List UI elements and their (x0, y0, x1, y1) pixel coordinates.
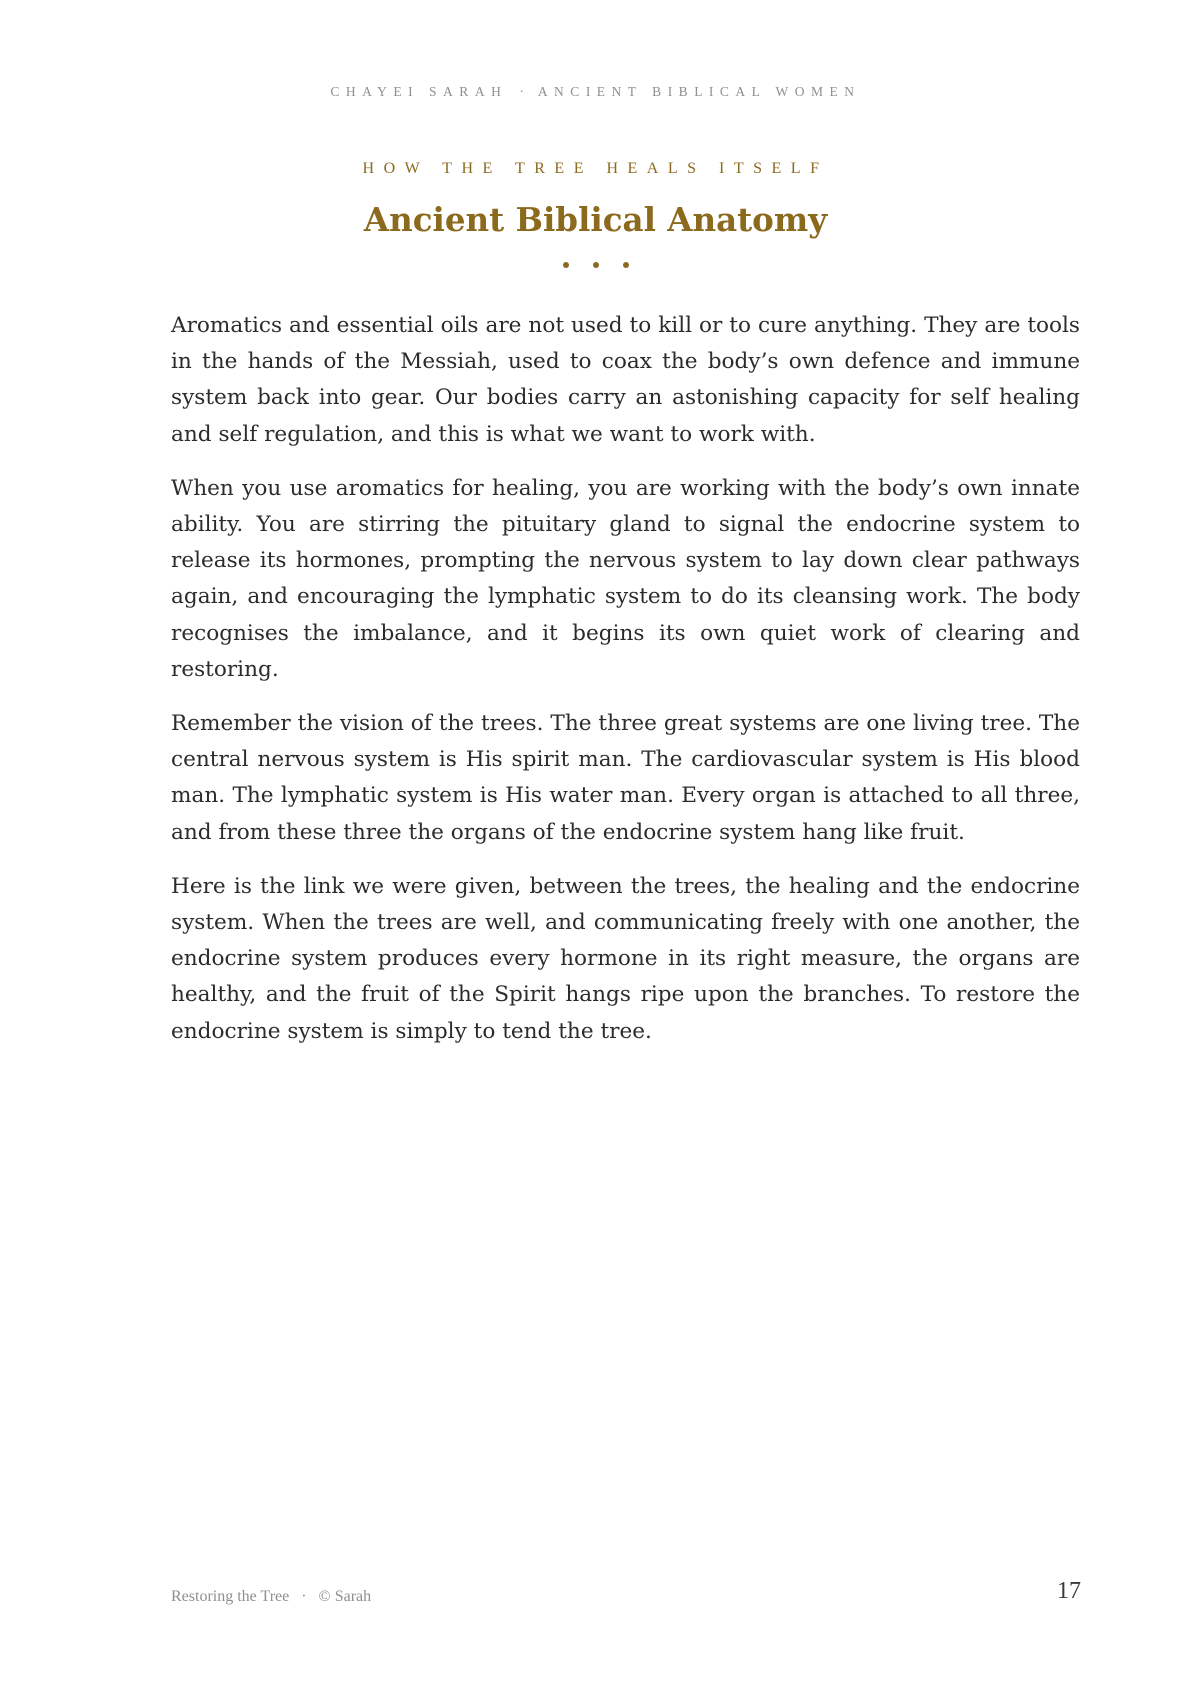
paragraph: Here is the link we were given, between the trees, the healing and the endocrine system. When the trees are well, and communicating freely with one another, the endocrine system produces every hormone in its right measure, the organs are healthy, and the fruit of the Spirit hangs ripe upon the branches. To restore the endocrine system is simply to tend the tree. (171, 873, 1080, 1044)
page-number: 17 (1057, 1578, 1081, 1604)
ornament-dot-icon (623, 262, 629, 268)
ornament-divider (0, 262, 1191, 268)
footer-copyright: © Sarah (318, 1588, 372, 1605)
running-header-separator: · (519, 84, 524, 99)
paragraph: Aromatics and essential oils are not used to kill or to cure anything. They are tools in the hands of the Messiah, used to coax the body’s own defence and immune system back into gear. Our bodies carry an astonishing capacity for self healing and self regulation, and this is what we want to work with. (171, 313, 1080, 447)
footer (171, 1588, 371, 1606)
section-kicker: HOW THE TREE HEALS ITSELF (362, 160, 829, 177)
page-title: Ancient Biblical Anatomy (363, 200, 828, 239)
footer-book-title: Restoring the Tree (171, 1588, 290, 1605)
ornament-dot-icon (593, 262, 599, 268)
running-header (0, 84, 1191, 100)
paragraph: Remember the vision of the trees. The three great systems are one living tree. The central nervous system is His spirit man. The cardiovascular system is His blood man. The lymphatic system is His water man. Every organ is attached to all three, and from these three the organs of the endocrine system hang like fruit. (171, 711, 1080, 845)
footer-separator: · (301, 1588, 307, 1605)
body-text (171, 308, 1080, 1068)
paragraph: When you use aromatics for healing, you are working with the body’s own innate ability. You are stirring the pituitary gland to signal the endocrine system to release its hormones, prompting the nervous system to lay down clear pathways again, and encouraging the lymphatic system to do its cleansing work. The body recognises the imbalance, and it begins its own quiet work of clearing and restoring. (171, 475, 1080, 682)
ornament-dot-icon (563, 262, 569, 268)
running-header-book: CHAYEI SARAH (330, 84, 508, 99)
running-header-series: ANCIENT BIBLICAL WOMEN (537, 84, 861, 99)
